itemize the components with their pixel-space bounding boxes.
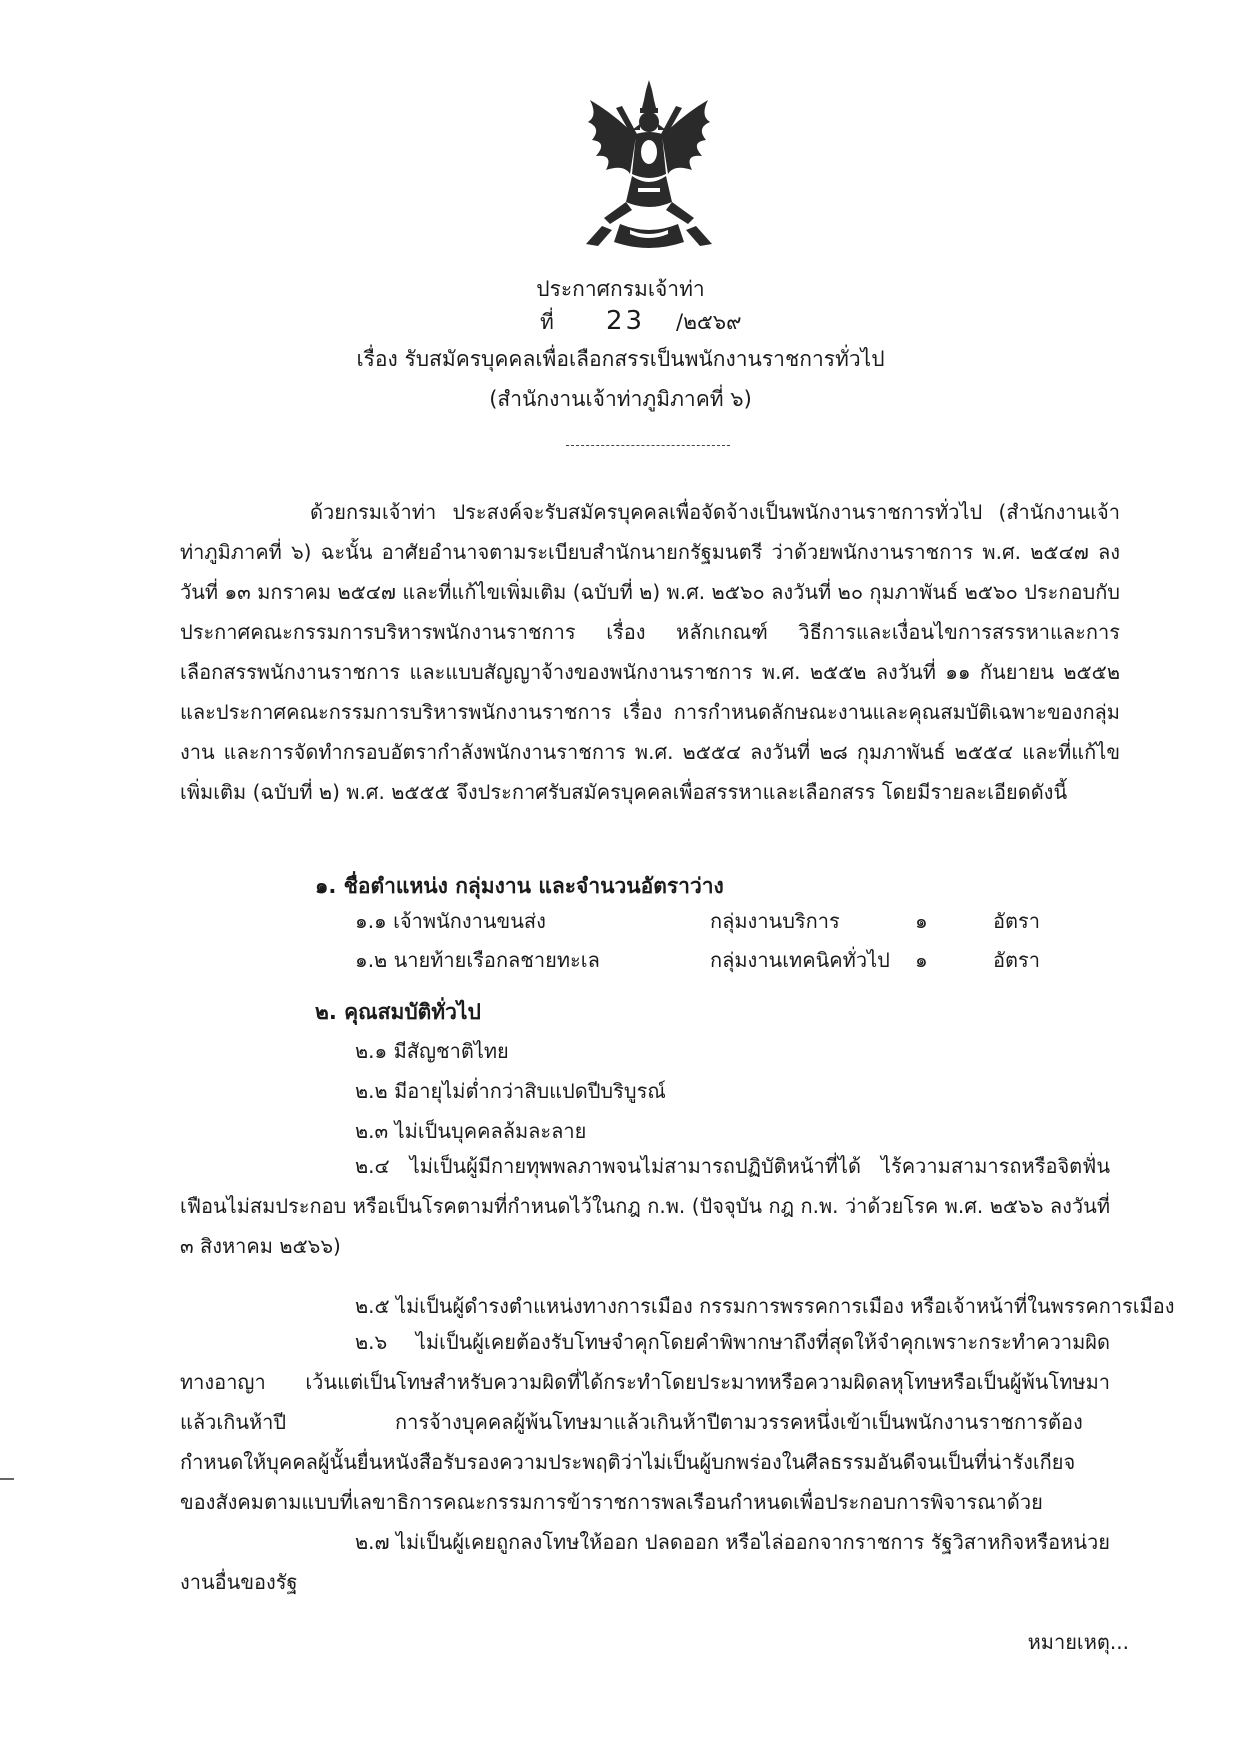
- garuda-emblem-icon: [580, 78, 718, 254]
- qualification-item: ๒.๖ ไม่เป็นผู้เคยต้องรับโทษจำคุกโดยคำพิพากษาถึงที่สุดให้จำคุกเพราะกระทำความผิดทางอาญา เว้นแต่เป็นโทษสำหรับความผิดที่ได้กระทำโดยประมาทหรือความผิดลหุโทษหรือเป็นผู้พ้นโทษมาแล้วเกินห้าปี: [180, 1330, 1110, 1434]
- section-1-title: ๑. ชื่อตำแหน่ง กลุ่มงาน และจำนวนอัตราว่าง: [315, 874, 724, 898]
- position-count: ๑: [915, 948, 928, 972]
- position-count: ๑: [915, 909, 928, 933]
- qualification-item: ๒.๔ ไม่เป็นผู้มีกายทุพพลภาพจนไม่สามารถปฏิบัติหน้าที่ได้ ไร้ความสามารถหรือจิตฟั่นเฟือนไม่สมประกอบ หรือเป็นโรคตามที่กำหนดไว้ในกฎ ก.พ. (ปัจจุบัน กฎ ก.พ. ว่าด้วยโรค พ.ศ. ๒๕๖๖ ลงวันที่ ๓ สิงหาคม ๒๕๖๖): [180, 1154, 1110, 1258]
- qualification-note: การจ้างบุคคลผู้พ้นโทษมาแล้วเกินห้าปีตามวรรคหนึ่งเข้าเป็นพนักงานราชการต้องกำหนดให้บุคคลผู้นั้นยื่นหนังสือรับรองความประพฤติว่าไม่เป็นผู้บกพร่องในศีลธรรมอันดีจนเป็นที่น่ารังเกียจของสังคมตามแบบที่เลขาธิการคณะกรรมการข้าราชการพลเรือนกำหนดเพื่อประกอบการพิจารณาด้วย: [180, 1410, 1083, 1514]
- divider: [566, 445, 730, 446]
- scan-edge-mark: [0, 1478, 14, 1480]
- qualification-item: ๒.๕ ไม่เป็นผู้ดำรงตำแหน่งทางการเมือง กรรมการพรรคการเมือง หรือเจ้าหน้าที่ในพรรคการเมือง: [355, 1294, 1175, 1318]
- position-group: กลุ่มงานเทคนิคทั่วไป: [710, 948, 890, 972]
- position-unit: อัตรา: [993, 909, 1040, 933]
- position-unit: อัตรา: [993, 948, 1040, 972]
- number-suffix: /๒๕๖๙: [676, 310, 742, 334]
- continued-note: หมายเหตุ...: [1027, 1630, 1129, 1654]
- section-2-title: ๒. คุณสมบัติทั่วไป: [315, 1000, 481, 1024]
- number-value: 23: [606, 306, 646, 336]
- announcement-subject: เรื่อง รับสมัครบุคคลเพื่อเลือกสรรเป็นพนักงานราชการทั่วไป: [356, 347, 885, 371]
- announcement-office: (สำนักงานเจ้าท่าภูมิภาคที่ ๖): [489, 387, 752, 411]
- qualification-item: ๒.๒ มีอายุไม่ต่ำกว่าสิบแปดปีบริบูรณ์: [355, 1079, 666, 1103]
- number-prefix: ที่: [540, 310, 554, 334]
- qualification-item: ๒.๗ ไม่เป็นผู้เคยถูกลงโทษให้ออก ปลดออก หรือไล่ออกจากราชการ รัฐวิสาหกิจหรือหน่วยงานอื่นของรัฐ: [180, 1530, 1110, 1594]
- intro-paragraph: ด้วยกรมเจ้าท่า ประสงค์จะรับสมัครบุคคลเพื่อจัดจ้างเป็นพนักงานราชการทั่วไป (สำนักงานเจ้าท่าภูมิภาคที่ ๖) ฉะนั้น อาศัยอำนาจตามระเบียบสำนักนายกรัฐมนตรี ว่าด้วยพนักงานราชการ พ.ศ. ๒๕๔๗ ลงวันที่ ๑๓ มกราคม ๒๕๔๗ และที่แก้ไขเพิ่มเติม (ฉบับที่ ๒) พ.ศ. ๒๕๖๐ ลงวันที่ ๒๐ กุมภาพันธ์ ๒๕๖๐ ประกอบกับประกาศคณะกรรมการบริหารพนักงานราชการ เรื่อง หลักเกณฑ์ วิธีการและเงื่อนไขการสรรหาและการเลือกสรรพนักงานราชการ และแบบสัญญาจ้างของพนักงานราชการ พ.ศ. ๒๕๕๒ ลงวันที่ ๑๑ กันยายน ๒๕๕๒ และประกาศคณะกรรมการบริหารพนักงานราชการ เรื่อง การกำหนดลักษณะงานและคุณสมบัติเฉพาะของกลุ่มงาน และการจัดทำกรอบอัตรากำลังพนักงานราชการ พ.ศ. ๒๕๕๔ ลงวันที่ ๒๘ กุมภาพันธ์ ๒๕๕๔ และที่แก้ไขเพิ่มเติม (ฉบับที่ ๒) พ.ศ. ๒๕๕๕ จึงประกาศรับสมัครบุคคลเพื่อสรรหาและเลือกสรร โดยมีรายละเอียดดังนี้: [180, 500, 1121, 804]
- position-name: ๑.๑ เจ้าพนักงานขนส่ง: [355, 909, 546, 933]
- document-number: [540, 306, 742, 339]
- qualification-item: ๒.๑ มีสัญชาติไทย: [355, 1039, 509, 1063]
- qualification-item: ๒.๓ ไม่เป็นบุคคลล้มละลาย: [355, 1119, 587, 1143]
- announcement-agency: ประกาศกรมเจ้าท่า: [536, 277, 705, 301]
- position-group: กลุ่มงานบริการ: [710, 909, 840, 933]
- position-name: ๑.๒ นายท้ายเรือกลชายทะเล: [355, 948, 600, 972]
